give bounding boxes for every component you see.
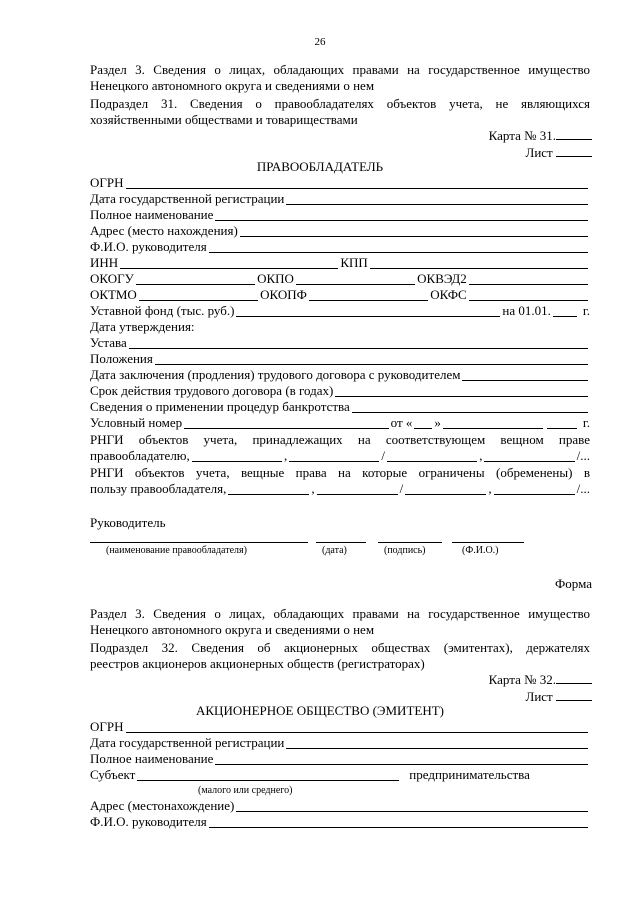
- rngi-owned-sep-2: /: [381, 448, 386, 463]
- card-title: ПРАВООБЛАДАТЕЛЬ: [256, 159, 384, 174]
- issuer-form: [90, 719, 590, 783]
- rngi-owned-sep-1: ,: [283, 448, 288, 463]
- full-name-row: [90, 207, 590, 223]
- issuer-address-row: [90, 798, 590, 814]
- sheet2-label: Лист: [525, 689, 553, 704]
- full-name-field[interactable]: [215, 208, 588, 221]
- issuer-subject-field[interactable]: [137, 768, 399, 781]
- ogrn-field[interactable]: [126, 176, 588, 189]
- issuer-ogrn-label: ОГРН: [90, 719, 124, 734]
- reg-date-row: [90, 191, 590, 207]
- cond-year-mark: г.: [582, 415, 590, 430]
- ogrn-label: ОГРН: [90, 175, 124, 190]
- inn-kpp-row: [90, 255, 590, 271]
- cond-year-field[interactable]: [547, 416, 577, 429]
- rngi-owned-ellipsis: /...: [576, 448, 591, 463]
- issuer-ogrn-field[interactable]: [126, 720, 588, 733]
- card2-number-label: Карта № 32.: [488, 672, 556, 687]
- okpo-field[interactable]: [296, 272, 415, 285]
- sig-fio-caption: (Ф.И.О.): [462, 545, 499, 556]
- okfs-label: ОКФС: [430, 287, 467, 302]
- sig-org-caption: (наименование правообладателя): [106, 545, 247, 556]
- rngi-owned-line1: РНГИ объектов учета, принадлежащих на соответствующем вещном праве: [90, 432, 590, 447]
- owner-form: [90, 175, 590, 431]
- approval-date-row: [90, 319, 590, 335]
- full-name-label: Полное наименование: [90, 207, 214, 222]
- fund-label: Уставной фонд (тыс. руб.): [90, 303, 235, 318]
- oktmo-field[interactable]: [139, 288, 258, 301]
- okfs-field[interactable]: [469, 288, 588, 301]
- reg-date-field[interactable]: [286, 192, 588, 205]
- issuer-address-field[interactable]: [236, 799, 588, 812]
- section2-heading-line2: Ненецкого автономного округа и сведениями о нем: [90, 622, 375, 637]
- card2-number: [489, 672, 592, 688]
- fund-date-label: на 01.01.: [502, 303, 551, 318]
- issuer-reg-date-field[interactable]: [286, 736, 588, 749]
- contract-term-row: [90, 383, 590, 399]
- fund-year-field[interactable]: [553, 304, 577, 317]
- regulation-row: [90, 351, 590, 367]
- charter-field[interactable]: [129, 336, 588, 349]
- subsection-heading-line1: Подраздел 31. Сведения о правообладателях объектов учета, не являющихся: [90, 96, 590, 111]
- issuer-entrepreneurship-label: предпринимательства: [409, 767, 530, 782]
- sig-org-line[interactable]: [90, 542, 308, 543]
- issuer-subject-caption: (малого или среднего): [198, 785, 293, 796]
- charter-label: Устава: [90, 335, 127, 350]
- rngi-encumbered-sep-1: ,: [311, 481, 315, 496]
- rngi-encumbered-label: пользу правообладателя,: [90, 481, 227, 496]
- sig-sign-caption: (подпись): [384, 545, 426, 556]
- issuer-full-name-row: [90, 751, 590, 767]
- ogrn-row: [90, 175, 590, 191]
- inn-label: ИНН: [90, 255, 119, 270]
- rngi-owned-field-3[interactable]: [387, 449, 477, 462]
- sig-sign-line[interactable]: [378, 542, 442, 543]
- rngi-encumbered-ellipsis: /...: [576, 481, 590, 496]
- section-heading-line2: Ненецкого автономного округа и сведениями о нем: [90, 78, 375, 93]
- issuer-subject-label: Субъект: [90, 767, 136, 782]
- cond-number-label: Условный номер: [90, 415, 183, 430]
- okopf-label: ОКОПФ: [260, 287, 307, 302]
- bankruptcy-label: Сведения о применении процедур банкротства: [90, 399, 350, 414]
- issuer-head-name-row: [90, 814, 590, 830]
- card2-title: АКЦИОНЕРНОЕ ОБЩЕСТВО (ЭМИТЕНТ): [196, 703, 444, 718]
- rngi-owned-row: [90, 448, 590, 464]
- bankruptcy-field[interactable]: [352, 400, 588, 413]
- approval-date-label: Дата утверждения:: [90, 319, 195, 334]
- form-label: Форма: [555, 576, 592, 591]
- okpo-label: ОКПО: [257, 271, 294, 286]
- card-number-blank: [556, 128, 592, 140]
- contract-term-label: Срок действия трудового договора (в годах): [90, 383, 334, 398]
- okved2-label: ОКВЭД2: [417, 271, 467, 286]
- issuer-address-label: Адрес (местонахождение): [90, 798, 235, 813]
- rngi-owned-sep-3: ,: [479, 448, 483, 463]
- cond-quote-close: »: [434, 415, 441, 430]
- head-name-row: [90, 239, 590, 255]
- rngi-encumbered-field-4[interactable]: [494, 482, 575, 495]
- rngi-encumbered-field-2[interactable]: [317, 482, 398, 495]
- charter-row: [90, 335, 590, 351]
- subsection-heading-line2: хозяйственными обществами и товариществами: [90, 112, 358, 127]
- fund-row: [90, 303, 590, 319]
- head-name-label: Ф.И.О. руководителя: [90, 239, 207, 254]
- fund-year-mark: г.: [582, 303, 590, 318]
- issuer-head-name-field[interactable]: [209, 815, 588, 828]
- address-row: [90, 223, 590, 239]
- subsection2-heading-line2: реестров акционеров акционерных обществ (регистраторах): [90, 656, 425, 671]
- kpp-label: КПП: [340, 255, 368, 270]
- inn-field[interactable]: [120, 256, 338, 269]
- contract-term-field[interactable]: [335, 384, 588, 397]
- issuer-reg-date-label: Дата государственной регистрации: [90, 735, 285, 750]
- rngi-encumbered-row: [90, 481, 590, 497]
- rngi-encumbered-field-3[interactable]: [405, 482, 486, 495]
- okogu-field[interactable]: [136, 272, 255, 285]
- page-number: 26: [314, 36, 326, 48]
- cond-number-field[interactable]: [184, 416, 388, 429]
- okopf-field[interactable]: [309, 288, 428, 301]
- contract-date-row: [90, 367, 590, 383]
- card-number-label: Карта № 31.: [488, 128, 556, 143]
- issuer-head-name-label: Ф.И.О. руководителя: [90, 814, 207, 829]
- address-field[interactable]: [240, 224, 588, 237]
- rngi-encumbered-field-1[interactable]: [228, 482, 309, 495]
- cond-day-field[interactable]: [414, 416, 432, 429]
- okogu-row: [90, 271, 590, 287]
- rngi-encumbered-fields: [90, 481, 590, 497]
- rngi-owned-fields: [90, 448, 590, 464]
- contract-date-field[interactable]: [462, 368, 588, 381]
- regulation-label: Положения: [90, 351, 153, 366]
- issuer-form-lower: [90, 798, 590, 830]
- head-name-field[interactable]: [209, 240, 588, 253]
- rngi-encumbered-sep-3: ,: [488, 481, 492, 496]
- cond-from-label: от «: [390, 415, 413, 430]
- regulation-field[interactable]: [155, 352, 588, 365]
- card2-number-blank: [556, 672, 592, 684]
- kpp-field[interactable]: [370, 256, 588, 269]
- rngi-encumbered-line1: РНГИ объектов учета, вещные права на которые ограничены (обременены) в: [90, 465, 590, 480]
- sheet2-blank: [556, 689, 592, 701]
- address-label: Адрес (место нахождения): [90, 223, 238, 238]
- oktmo-row: [90, 287, 590, 303]
- issuer-subject-row: [90, 767, 590, 783]
- contract-date-label: Дата заключения (продления) трудового договора с руководителем: [90, 367, 461, 382]
- bankruptcy-row: [90, 399, 590, 415]
- subsection2-heading-line1: Подраздел 32. Сведения об акционерных обществах (эмитентах), держателях: [90, 640, 590, 655]
- cond-month-field[interactable]: [443, 416, 543, 429]
- reg-date-label: Дата государственной регистрации: [90, 191, 285, 206]
- sheet-label: Лист: [525, 145, 553, 160]
- issuer-full-name-label: Полное наименование: [90, 751, 214, 766]
- rngi-owned-field-1[interactable]: [192, 449, 282, 462]
- fund-field[interactable]: [236, 304, 500, 317]
- section2-heading-line1: Раздел 3. Сведения о лицах, обладающих правами на государственное имущество: [90, 606, 590, 621]
- okogu-label: ОКОГУ: [90, 271, 134, 286]
- rngi-owned-field-4[interactable]: [484, 449, 574, 462]
- sig-date-caption: (дата): [322, 545, 347, 556]
- sig-date-line[interactable]: [316, 542, 366, 543]
- issuer-reg-date-row: [90, 735, 590, 751]
- section-heading-line1: Раздел 3. Сведения о лицах, обладающих правами на государственное имущество: [90, 62, 590, 77]
- oktmo-label: ОКТМО: [90, 287, 137, 302]
- sheet-blank: [556, 145, 592, 157]
- cond-number-row: [90, 415, 590, 431]
- okved2-field[interactable]: [469, 272, 588, 285]
- head-signature-label: Руководитель: [90, 515, 166, 530]
- card-number: [489, 128, 592, 144]
- sig-fio-line[interactable]: [452, 542, 524, 543]
- issuer-full-name-field[interactable]: [215, 752, 588, 765]
- issuer-ogrn-row: [90, 719, 590, 735]
- rngi-encumbered-sep-2: /: [399, 481, 404, 496]
- rngi-owned-label: правообладателю,: [90, 448, 190, 463]
- rngi-owned-field-2[interactable]: [289, 449, 379, 462]
